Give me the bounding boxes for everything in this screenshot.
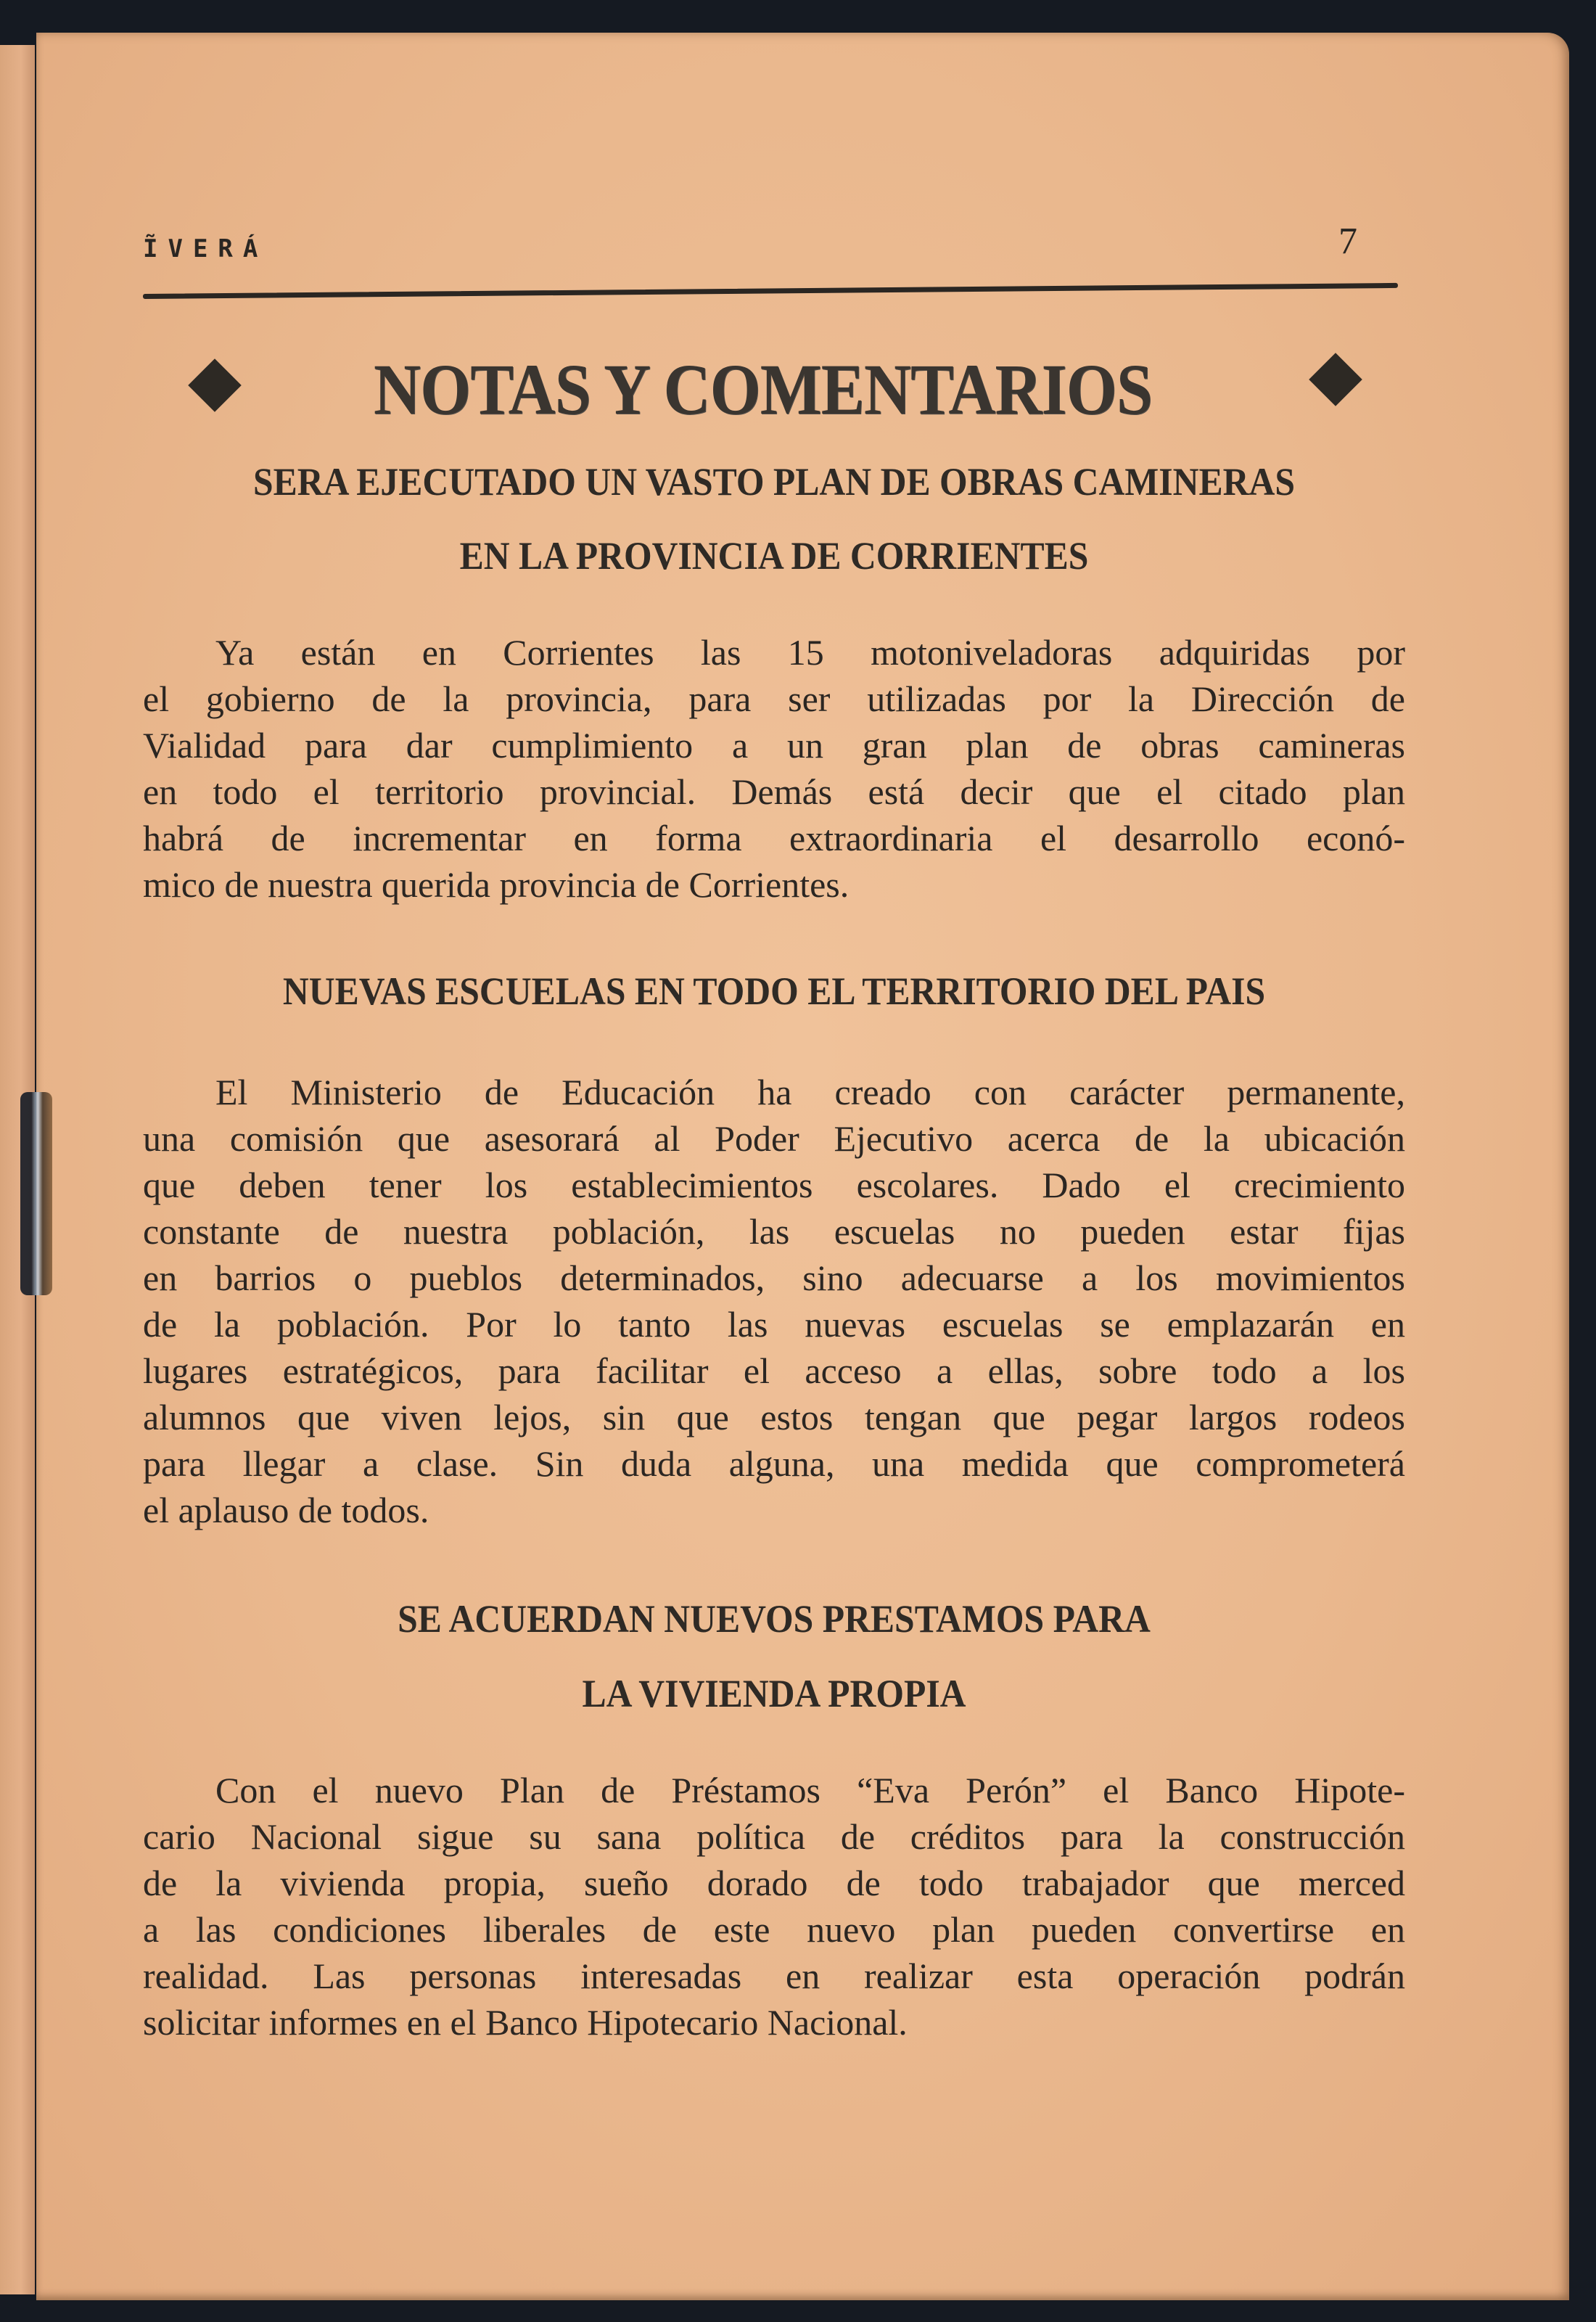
body-line: de la población. Por lo tanto las nuevas escuelas se emplazarán en [143, 1304, 1405, 1345]
article-body [143, 1767, 1405, 2046]
body-line: a las condiciones liberales de este nuevo plan pueden convertirse en [143, 1909, 1405, 1950]
article-heading-line: LA VIVIENDA PROPIA [582, 1672, 966, 1715]
body-line: El Ministerio de Educación ha creado con carácter permanente, [215, 1072, 1405, 1112]
body-line: en todo el territorio provincial. Demás está decir que el citado plan [143, 771, 1405, 812]
body-line: solicitar informes en el Banco Hipotecario Nacional. [143, 2002, 908, 2043]
article-heading-line: SE ACUERDAN NUEVOS PRESTAMOS PARA [398, 1597, 1151, 1641]
body-line: para llegar a clase. Sin duda alguna, una medida que comprometerá [143, 1443, 1405, 1484]
body-line: Vialidad para dar cumplimiento a un gran plan de obras camineras [143, 725, 1405, 766]
body-line: el gobierno de la provincia, para ser utilizadas por la Dirección de [143, 678, 1405, 719]
article-body [143, 1069, 1405, 1533]
body-line: en barrios o pueblos determinados, sino adecuarse a los movimientos [143, 1258, 1405, 1298]
binding-staple [20, 1092, 52, 1295]
article-heading-line: NUEVAS ESCUELAS EN TODO EL TERRITORIO DEL PAIS [282, 969, 1266, 1013]
body-line: habrá de incrementar en forma extraordinaria el desarrollo econó- [143, 818, 1405, 858]
article-heading-line: SERA EJECUTADO UN VASTO PLAN DE OBRAS CAMINERAS [253, 460, 1295, 504]
body-line: Con el nuevo Plan de Préstamos “Eva Perón” el Banco Hipote- [215, 1770, 1405, 1810]
body-line: constante de nuestra población, las escuelas no pueden estar fijas [143, 1211, 1405, 1252]
header-rule [143, 283, 1398, 299]
page-number: 7 [1338, 221, 1357, 262]
article-heading-line: EN LA PROVINCIA DE CORRIENTES [459, 534, 1089, 578]
body-line: Ya están en Corrientes las 15 motoniveladoras adquiridas por [215, 632, 1405, 673]
body-line: alumnos que viven lejos, sin que estos tengan que pegar largos rodeos [143, 1397, 1405, 1437]
diamond-ornament-icon [1309, 353, 1362, 406]
body-line: realidad. Las personas interesadas en realizar esta operación podrán [143, 1956, 1405, 1996]
section-title: NOTAS Y COMENTARIOS [374, 349, 1153, 430]
running-head: ĨVERÁ [143, 234, 268, 263]
section-title-row [170, 345, 1375, 432]
book-page [36, 33, 1569, 2300]
body-line: una comisión que asesorará al Poder Ejecutivo acerca de la ubicación [143, 1118, 1405, 1159]
body-line: de la vivienda propia, sueño dorado de todo trabajador que merced [143, 1863, 1405, 1903]
body-line: que deben tener los establecimientos escolares. Dado el crecimiento [143, 1165, 1405, 1205]
article-body [143, 629, 1405, 908]
diamond-ornament-icon [188, 358, 242, 412]
body-line: lugares estratégicos, para facilitar el acceso a ellas, sobre todo a los [143, 1350, 1405, 1391]
body-line: el aplauso de todos. [143, 1490, 429, 1530]
body-line: cario Nacional sigue su sana política de créditos para la construcción [143, 1816, 1405, 1857]
body-line: mico de nuestra querida provincia de Corrientes. [143, 864, 850, 905]
